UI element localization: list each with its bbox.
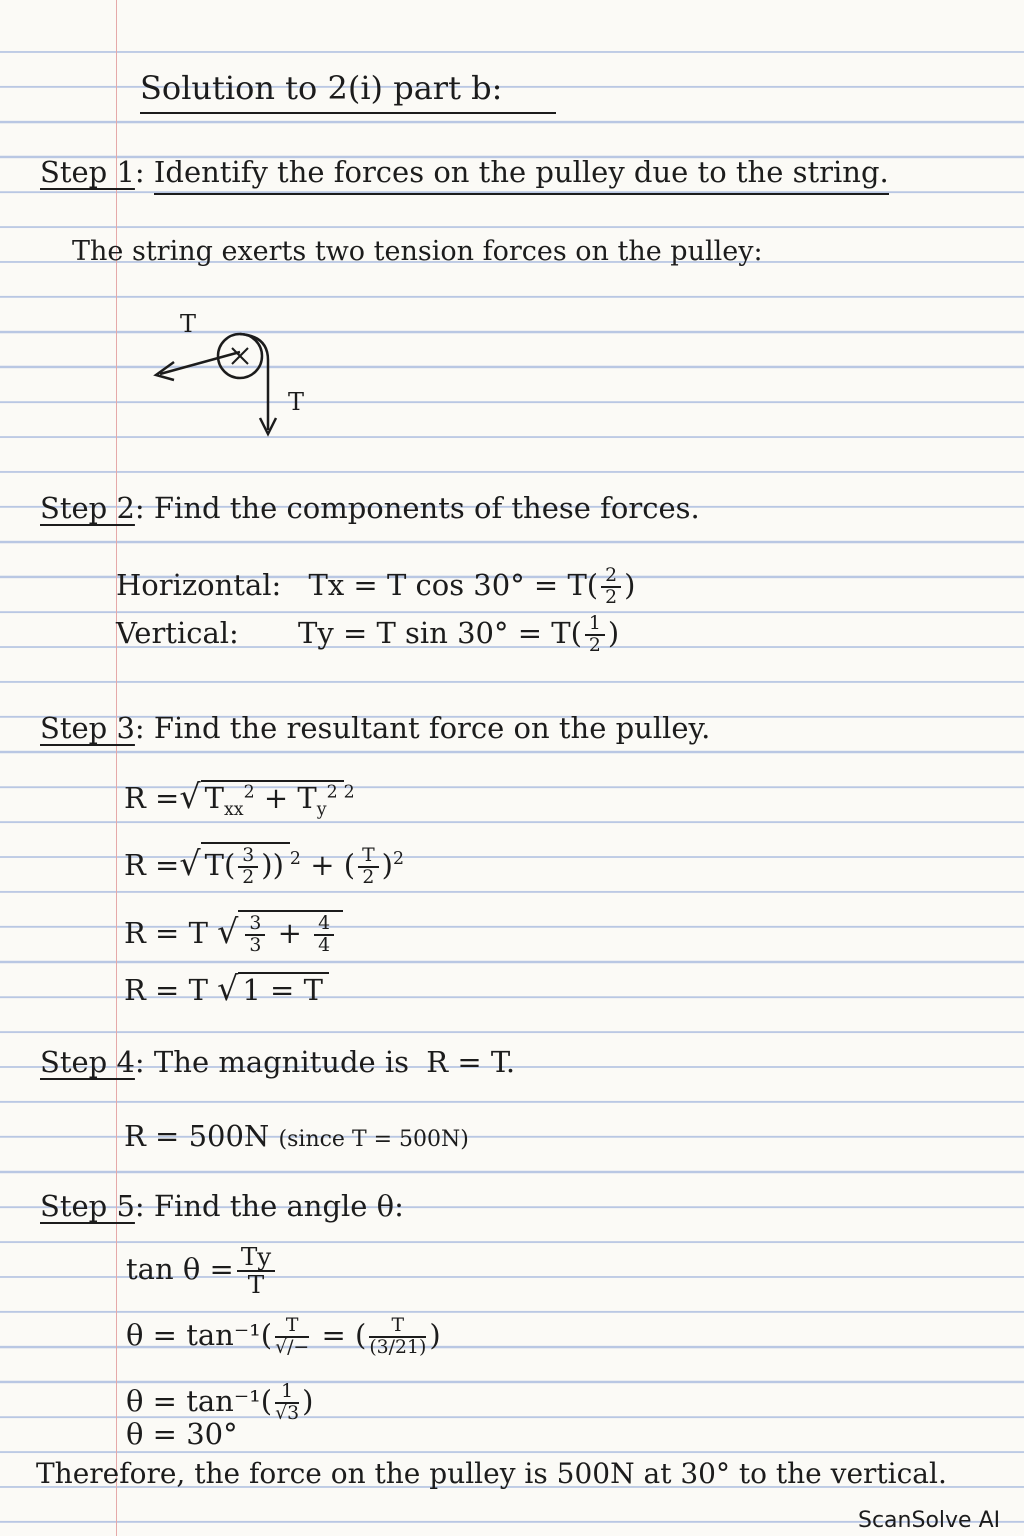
conclusion-text: Therefore, the force on the pulley is 500N at 30° to the vertical. — [36, 1457, 947, 1490]
pulley-diagram — [140, 300, 340, 440]
step-3-text: Find the resultant force on the pulley. — [153, 711, 711, 745]
step-1-label: Step 1 — [40, 155, 135, 189]
tan-eq-3: θ = tan⁻¹( $\frac{1}{√3}$ ) — [126, 1381, 314, 1424]
step-1: Step 1: Identify the forces on the pulley due to the string. — [40, 158, 889, 187]
horizontal-component: Horizontal: Tx = T cos 30° = T( $\frac{2}{2}$ ) — [116, 565, 636, 608]
vertical-component: Vertical: Ty = T sin 30° = T( $\frac{1}{2}$ ) — [116, 613, 620, 656]
horizontal-equation: Tx = T cos 30° = T( — [308, 567, 599, 602]
horizontal-fraction: $\frac{2}{2}$ — [601, 566, 621, 608]
resultant-eq-1: R =√ $T_{xx}^2 + T_y^2$ $^2$ — [124, 777, 355, 820]
step-3: Step 3: Find the resultant force on the pulley. — [40, 711, 711, 745]
tan-eq-2: θ = tan⁻¹( $\frac{T}{√/-}$ = ( $\frac{T}{(3/21)}$ ) — [126, 1315, 441, 1358]
resultant-eq-2: R =√ T( $\frac{3}{2}$ )) $^2$ + ( $\frac{T}{2}$ )$^2$ — [124, 843, 405, 888]
step-4: Step 4: The magnitude is R = T. — [40, 1045, 516, 1079]
step-2-text: Find the components of these forces. — [153, 491, 700, 525]
notebook-margin-line — [116, 0, 117, 1536]
step-1-text: Identify the forces on the pulley due to the string. — [154, 155, 889, 195]
vertical-equation: Ty = T sin 30° = T( — [298, 615, 582, 650]
vertical-label: Vertical: — [116, 615, 239, 650]
horizontal-label: Horizontal: — [116, 567, 282, 602]
step-4-label: Step 4 — [40, 1045, 135, 1079]
step-2: Step 2: Find the components of these forces. — [40, 491, 700, 525]
step-2-label: Step 2 — [40, 491, 135, 525]
step-4-result: R = T. — [426, 1045, 516, 1079]
resultant-value: R = 500N (since T = 500N) — [124, 1119, 469, 1153]
step-5-label: Step 5 — [40, 1189, 135, 1223]
tan-eq-1: tan θ = $\frac{Ty}{T}$ — [126, 1244, 278, 1298]
title-underline — [140, 112, 556, 114]
intro-text: The string exerts two tension forces on the pulley: — [72, 236, 763, 267]
step-3-label: Step 3 — [40, 711, 135, 745]
resultant-eq-3: R = T √ $\frac{3}{3}$ + $\frac{4}{4}$ — [124, 910, 343, 956]
step-5-text: Find the angle θ: — [153, 1189, 404, 1223]
tan-eq-4: θ = 30° — [126, 1417, 238, 1451]
brand-watermark: ScanSolve AI — [858, 1508, 1001, 1533]
tension-label-top: T — [180, 310, 197, 338]
step-5: Step 5: Find the angle θ: — [40, 1189, 404, 1223]
vertical-fraction: $\frac{1}{2}$ — [585, 614, 605, 656]
tension-label-bottom: T — [288, 388, 305, 416]
resultant-eq-4: R = T √ 1 = T — [124, 972, 329, 1005]
tension-arrow-down — [240, 334, 268, 430]
page-title: Solution to 2(i) part b: — [140, 69, 503, 107]
step-4-text: The magnitude is — [153, 1045, 410, 1079]
